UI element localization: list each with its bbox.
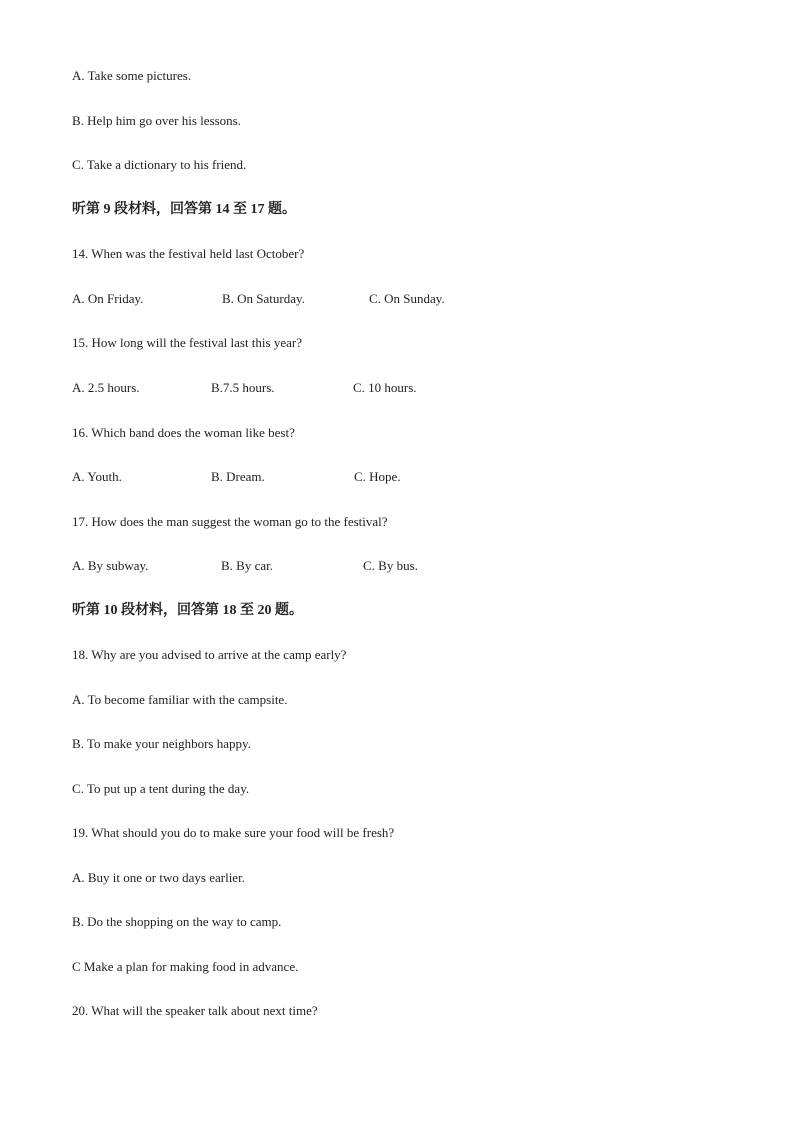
q17-options	[72, 558, 672, 574]
q19-option-c: C Make a plan for making food in advance.	[72, 959, 299, 974]
q20-question: 20. What will the speaker talk about next time?	[72, 1003, 318, 1018]
q16-question: 16. Which band does the woman like best?	[72, 425, 295, 440]
q13-option-a: A. Take some pictures.	[72, 68, 192, 83]
q18-option-a: A. To become familiar with the campsite.	[72, 692, 288, 707]
q13-option-b: B. Help him go over his lessons.	[72, 113, 241, 128]
q17-option-b: B. By car.	[221, 558, 273, 573]
q14-question: 14. When was the festival held last October?	[72, 246, 305, 261]
q14-options	[72, 291, 672, 307]
q14-option-c: C. On Sunday.	[369, 291, 445, 306]
q15-question: 15. How long will the festival last this year?	[72, 335, 302, 350]
q16-options	[72, 469, 672, 485]
q14-option-b: B. On Saturday.	[222, 291, 305, 306]
q19-option-b: B. Do the shopping on the way to camp.	[72, 914, 282, 929]
q16-option-c: C. Hope.	[354, 469, 401, 484]
q15-option-b: B.7.5 hours.	[211, 380, 275, 395]
q15-options	[72, 380, 672, 396]
q18-question: 18. Why are you advised to arrive at the camp early?	[72, 647, 347, 662]
q17-option-a: A. By subway.	[72, 558, 149, 573]
section-9-heading: 听第 9 段材料，回答第 14 至 17 题。	[72, 202, 296, 217]
q16-option-b: B. Dream.	[211, 469, 265, 484]
section-10-heading: 听第 10 段材料，回答第 18 至 20 题。	[72, 603, 303, 618]
q17-question: 17. How does the man suggest the woman go to the festival?	[72, 514, 388, 529]
q19-question: 19. What should you do to make sure your food will be fresh?	[72, 825, 395, 840]
q19-option-a: A. Buy it one or two days earlier.	[72, 870, 245, 885]
q16-option-a: A. Youth.	[72, 469, 122, 484]
q18-option-c: C. To put up a tent during the day.	[72, 781, 250, 796]
q17-option-c: C. By bus.	[363, 558, 418, 573]
q15-option-a: A. 2.5 hours.	[72, 380, 140, 395]
q15-option-c: C. 10 hours.	[353, 380, 417, 395]
q18-option-b: B. To make your neighbors happy.	[72, 736, 251, 751]
q13-option-c: C. Take a dictionary to his friend.	[72, 157, 247, 172]
q14-option-a: A. On Friday.	[72, 291, 144, 306]
